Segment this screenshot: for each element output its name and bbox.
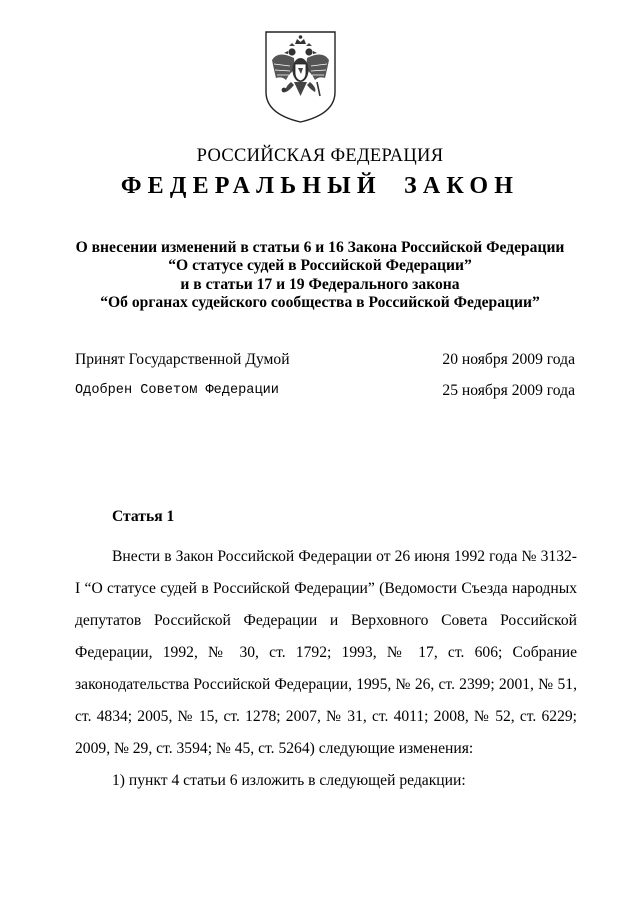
law-title-line: и в статьи 17 и 19 Федерального закона bbox=[180, 275, 460, 293]
law-title-line: О внесении изменений в статьи 6 и 16 Закона Российской Федерации bbox=[75, 239, 565, 256]
coat-of-arms-emblem bbox=[264, 30, 337, 124]
article-paragraph: Внести в Закон Российской Федерации от 26 июня 1992 года № 3132-I “О статусе судей в Российской Федерации” (Ведомости Съезда народных депутатов Российской Федерации и Верховного Совета Российской Федерации, 1992, № 30, ст. 1792; 1993, № 17, ст. 606; Собрание законодательства Российской Федерации, 1995, № 26, ст. 2399; 2001, № 51, ст. 4834; 2005, № 15, ст. 1278; 2007, № 31, ст. 4011; 2008, № 52, ст. 6229; 2009, № 29, ст. 3594; № 45, ст. 5264) следующие изменения: bbox=[75, 548, 577, 757]
adoption-council-label: Одобрен Советом Федерации bbox=[75, 383, 279, 398]
law-type-heading: ФЕДЕРАЛЬНЫЙ ЗАКОН bbox=[120, 173, 520, 199]
article-body bbox=[75, 541, 577, 797]
country-name: РОССИЙСКАЯ ФЕДЕРАЦИЯ bbox=[196, 146, 444, 166]
law-title-line: “О статусе судей в Российской Федерации” bbox=[168, 257, 472, 275]
law-title-line: “Об органах судейского сообщества в Российской Федерации” bbox=[100, 293, 540, 311]
adoption-duma-label: Принят Государственной Думой bbox=[75, 351, 290, 368]
adoption-duma-date: 20 ноября 2009 года bbox=[442, 351, 575, 368]
article-heading: Статья 1 bbox=[112, 508, 175, 525]
adoption-council-date: 25 ноября 2009 года bbox=[442, 382, 575, 399]
law-title bbox=[40, 239, 600, 312]
eagle-icon bbox=[264, 30, 337, 124]
article-item: 1) пункт 4 статьи 6 изложить в следующей редакции: bbox=[112, 772, 466, 789]
